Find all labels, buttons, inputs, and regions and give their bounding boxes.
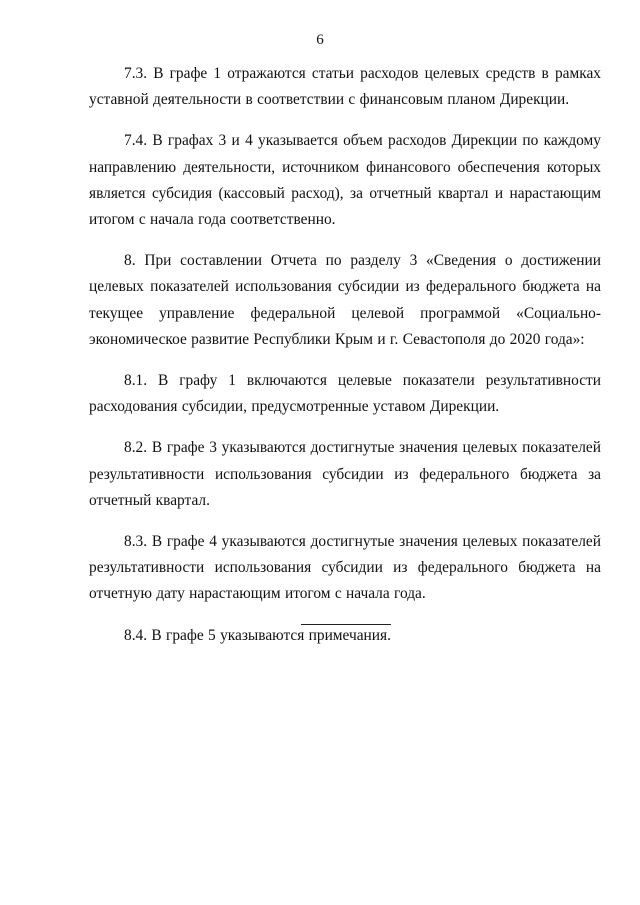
paragraph-7-3: 7.3. В графе 1 отражаются статьи расходов целевых средств в рамках уставной деятельности в соответствии с финансовым планом Дирекции.	[89, 65, 601, 109]
paragraph-8-1: 8.1. В графу 1 включаются целевые показатели результативности расходования субсидии, предусмотренные уставом Дирекции.	[89, 372, 601, 416]
document-body	[89, 61, 601, 664]
paragraph-8-2: 8.2. В графе 3 указываются достигнутые значения целевых показателей результативности использования субсидии из федерального бюджета за отчетный квартал.	[89, 439, 601, 509]
paragraph-8: 8. При составлении Отчета по разделу 3 «Сведения о достижении целевых показателей использования субсидии из федерального бюджета на текущее управление федеральной целевой программой «Социально-экономическое развитие Республики Крым и г. Севастополя до 2020 года»:	[89, 252, 601, 348]
page-number: 6	[316, 32, 324, 48]
end-separator-line	[301, 624, 391, 625]
paragraph-7-4: 7.4. В графах 3 и 4 указывается объем расходов Дирекции по каждому направлению деятельности, источником финансового обеспечения которых является субсидия (кассовый расход), за отчетный квартал и нарастающим итогом с начала года соответственно.	[89, 132, 601, 229]
paragraph-8-4: 8.4. В графе 5 указываются примечания.	[124, 626, 391, 644]
paragraph-8-3: 8.3. В графе 4 указываются достигнутые значения целевых показателей результативности использования субсидии из федерального бюджета на отчетную дату нарастающим итогом с начала года.	[89, 533, 601, 603]
